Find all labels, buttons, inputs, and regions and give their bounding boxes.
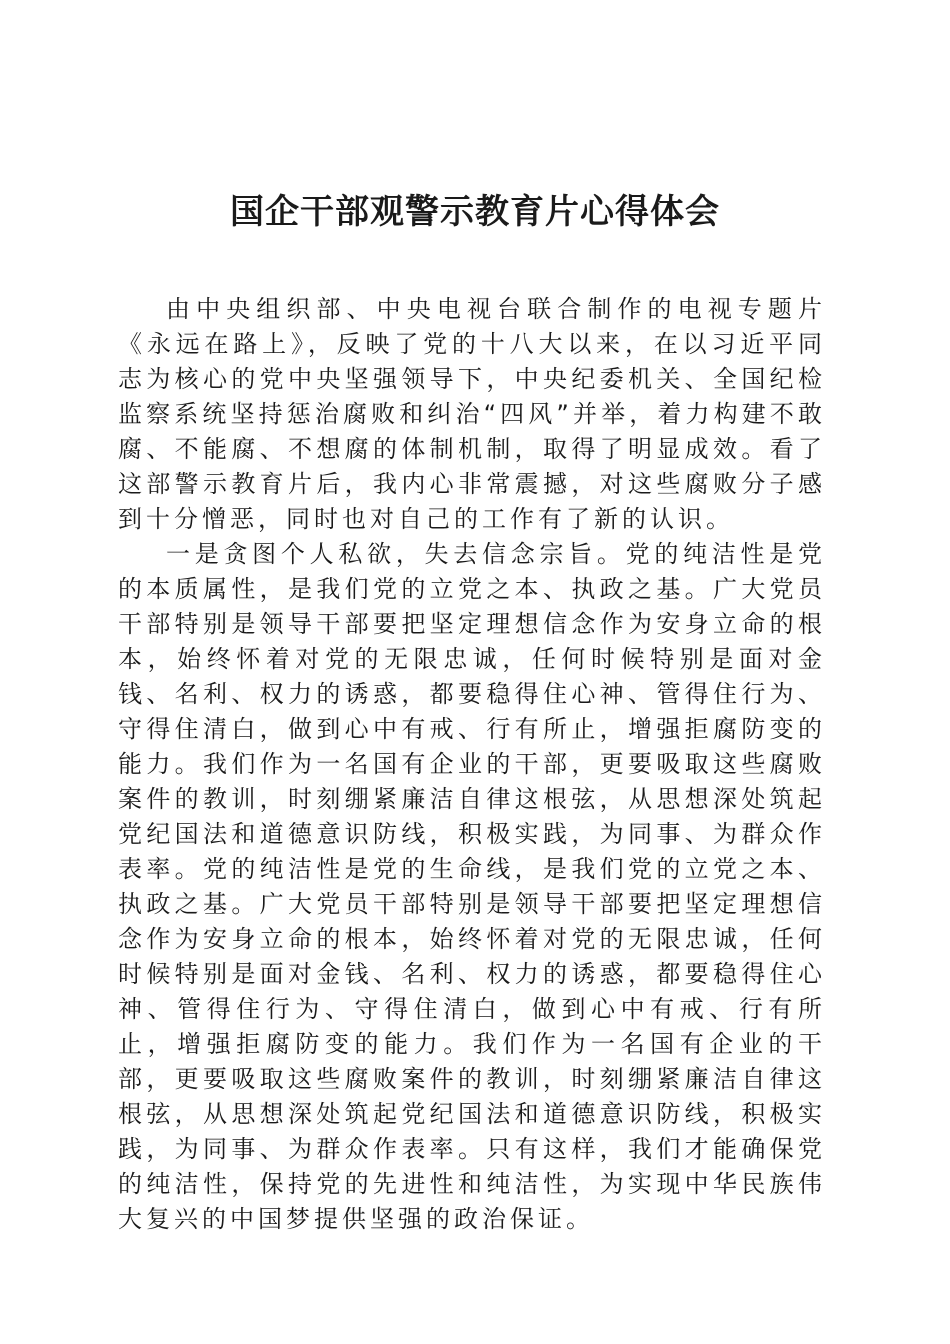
paragraph-point-one: 一是贪图个人私欲，失去信念宗旨。党的纯洁性是党的本质属性，是我们党的立党之本、执政之基。广大党员干部特别是领导干部要把坚定理想信念作为安身立命的根本，始终怀着对党的无限忠诚，任何时候特别是面对金钱、名利、权力的诱惑，都要稳得住心神、管得住行为、守得住清白，做到心中有戒、行有所止，增强拒腐防变的能力。我们作为一名国有企业的干部，更要吸取这些腐败案件的教训，时刻绷紧廉洁自律这根弦，从思想深处筑起党纪国法和道德意识防线，积极实践，为同事、为群众作表率。党的纯洁性是党的生命线，是我们党的立党之本、执政之基。广大党员干部特别是领导干部要把坚定理想信念作为安身立命的根本，始终怀着对党的无限忠诚，任何时候特别是面对金钱、名利、权力的诱惑，都要稳得住心神、管得住行为、守得住清白，做到心中有戒、行有所止，增强拒腐防变的能力。我们作为一名国有企业的干部，更要吸取这些腐败案件的教训，时刻绷紧廉洁自律这根弦，从思想深处筑起党纪国法和道德意识防线，积极实践，为同事、为群众作表率。只有这样，我们才能确保党的纯洁性，保持党的先进性和纯洁性，为实现中华民族伟大复兴的中国梦提供坚强的政治保证。 <box>118 540 826 1233</box>
paragraph-intro: 由中央组织部、中央电视台联合制作的电视专题片《永远在路上》，反映了党的十八大以来，在以习近平同志为核心的党中央坚强领导下，中央纪委机关、全国纪检监察系统坚持惩治腐败和纠治“四风”并举，着力构建不敢腐、不能腐、不想腐的体制机制，取得了明显成效。看了这部警示教育片后，我内心非常震撼，对这些腐败分子感到十分憎恶，同时也对自己的工作有了新的认识。 <box>118 295 826 533</box>
document-title: 国企干部观警示教育片心得体会 <box>230 192 720 232</box>
document-body <box>118 292 826 1237</box>
